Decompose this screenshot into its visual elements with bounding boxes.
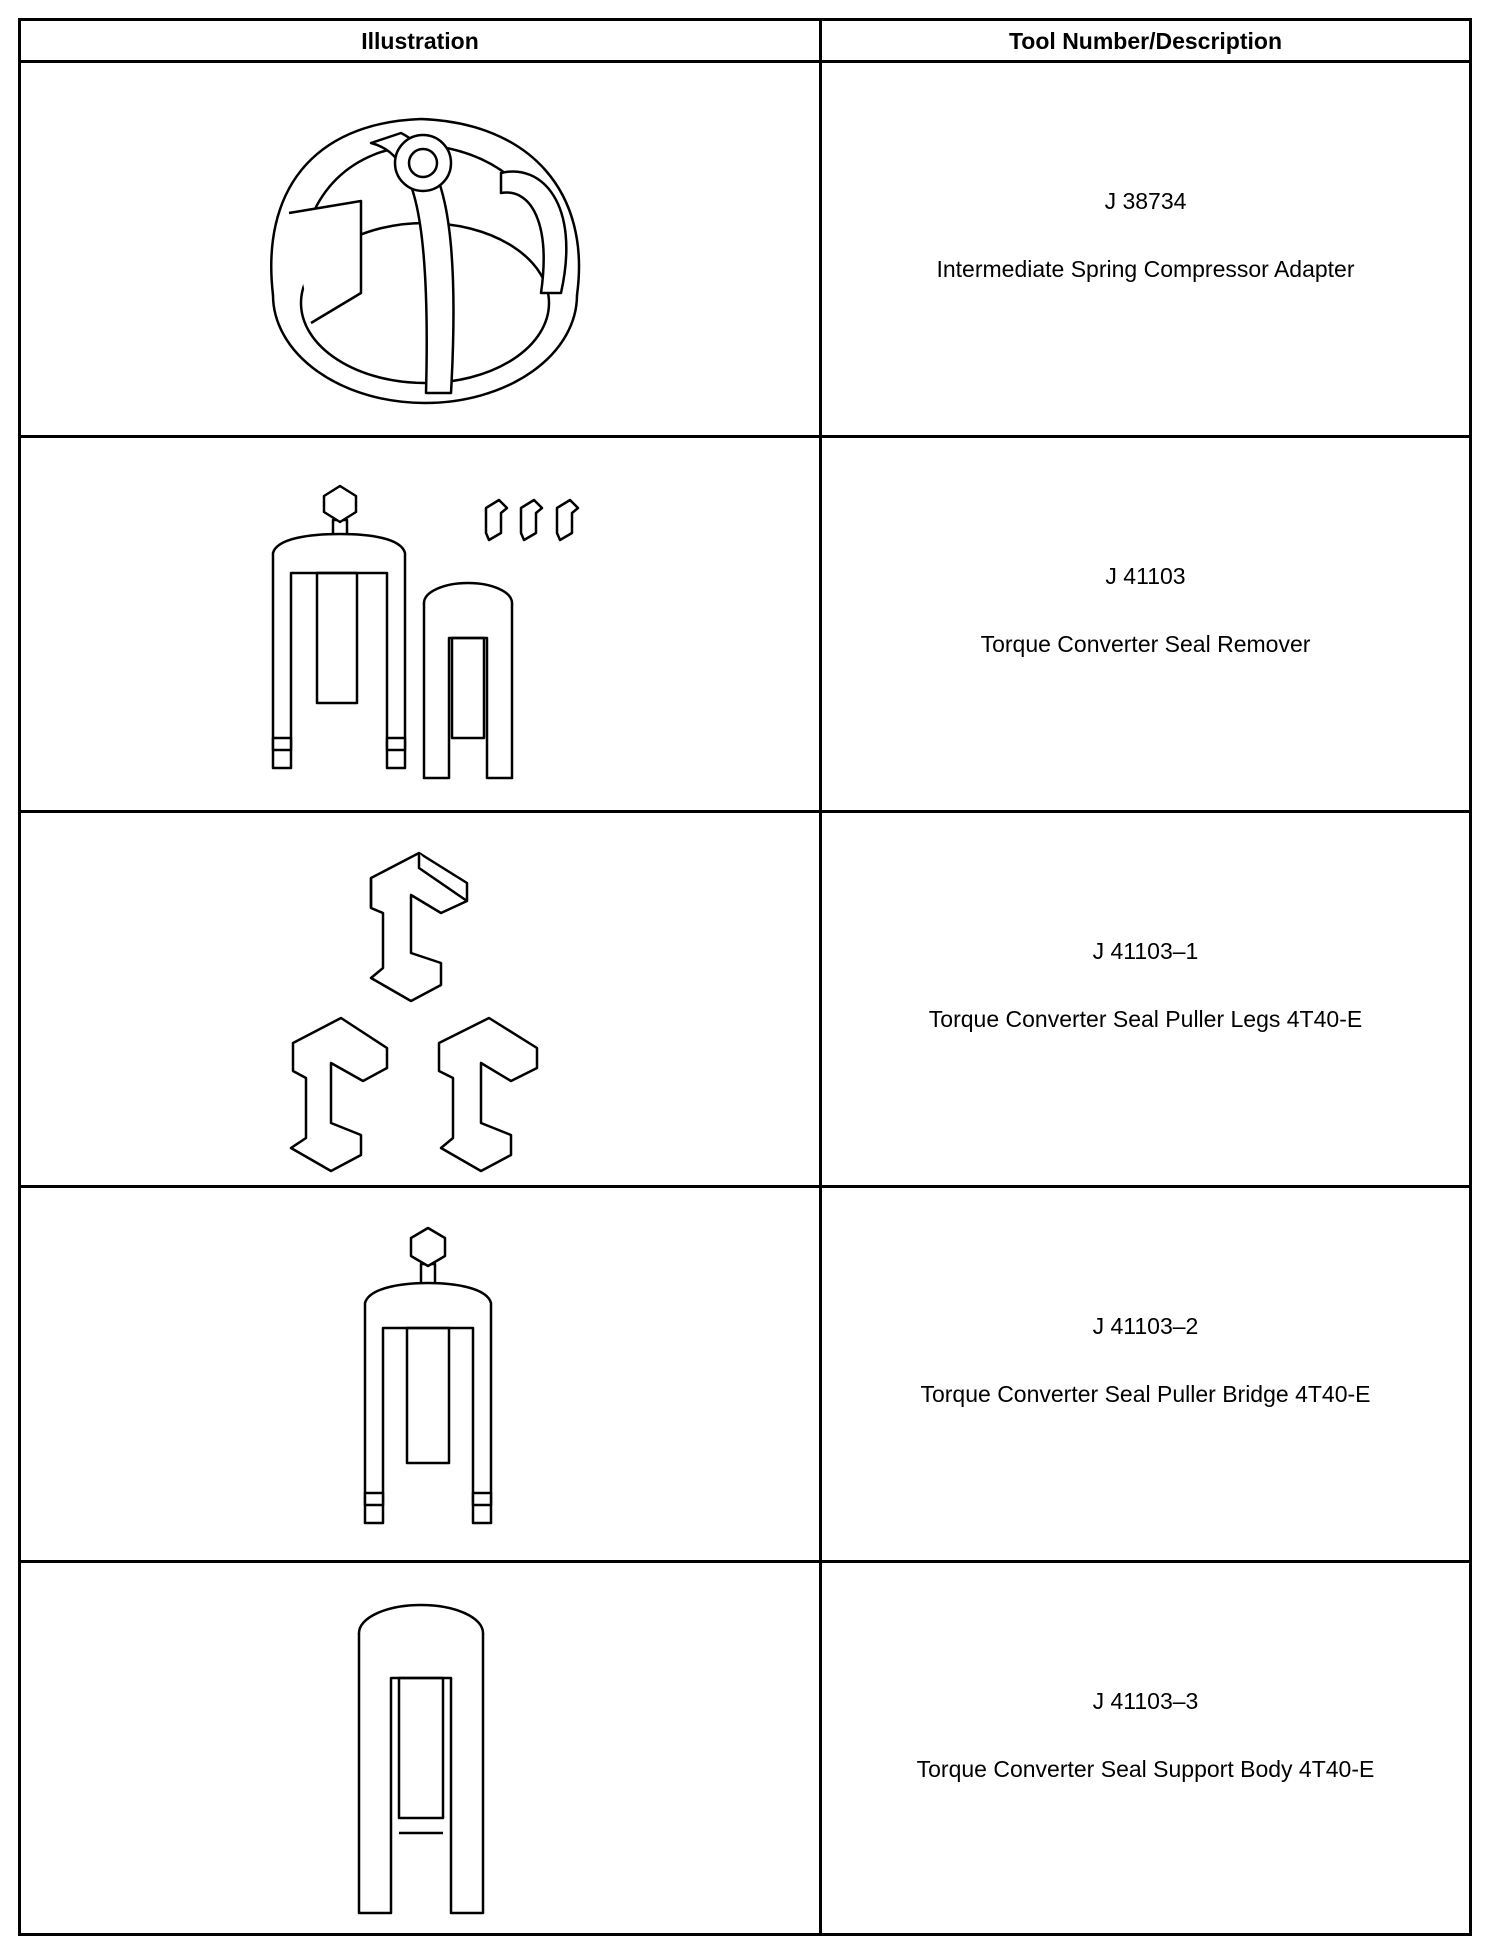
tool-description: Torque Converter Seal Remover (980, 631, 1311, 657)
tool-cell (822, 63, 1469, 435)
header-illustration: Illustration (361, 28, 479, 54)
tool-cell (822, 438, 1469, 810)
tool-number: J 41103 (1105, 563, 1186, 589)
table-row (21, 63, 1469, 438)
table-row (21, 1563, 1469, 1933)
seal-remover-kit-icon (21, 438, 819, 810)
tool-description: Torque Converter Seal Puller Legs 4T40-E (928, 1006, 1363, 1032)
tool-cell (822, 1188, 1469, 1560)
tool-number: J 41103–2 (1092, 1313, 1199, 1339)
tool-number: J 41103–3 (1092, 1688, 1199, 1714)
tool-description: Torque Converter Seal Support Body 4T40-E (916, 1756, 1375, 1782)
table-row (21, 438, 1469, 813)
puller-bridge-icon (21, 1188, 819, 1560)
table-row (21, 1188, 1469, 1563)
tool-description: Torque Converter Seal Puller Bridge 4T40-E (920, 1381, 1371, 1407)
table-row (21, 813, 1469, 1188)
tool-cell (822, 1563, 1469, 1933)
table-header (21, 21, 1469, 63)
support-body-icon (21, 1563, 819, 1933)
tool-description: Intermediate Spring Compressor Adapter (936, 256, 1355, 282)
tool-number: J 38734 (1104, 188, 1187, 214)
tool-number: J 41103–1 (1092, 938, 1199, 964)
tools-table (18, 18, 1472, 1936)
puller-legs-icon (21, 813, 819, 1185)
header-tool-description: Tool Number/Description (1008, 28, 1283, 54)
spring-compressor-adapter-icon (21, 63, 819, 435)
tool-cell (822, 813, 1469, 1185)
